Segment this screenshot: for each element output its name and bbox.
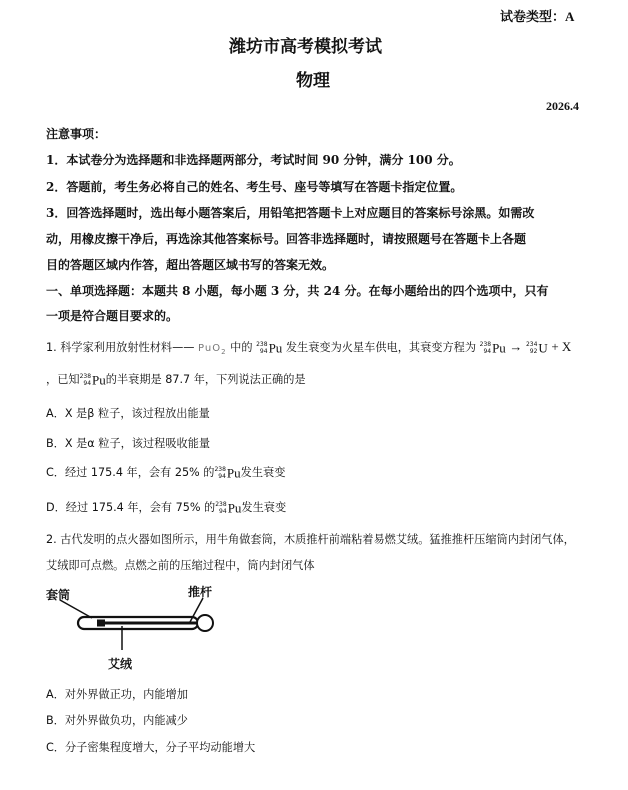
notes-item-1: 1．本试卷分为选择题和非选择题两部分，考试时间 90 分钟，满分 100 分。 — [46, 153, 461, 167]
q2-option-c: C．分子密集程度增大，分子平均动能增大 — [46, 741, 256, 754]
q1-option-a: A．X 是β 粒子，该过程放出能量 — [46, 407, 210, 420]
q2-stem-line-1: 2. 古代发明的点火器如图所示，用牛角做套筒，木质推杆前端粘着易燃艾绒。猛推推杆压缩筒内封闭气体， — [46, 533, 575, 546]
notes-heading: 注意事项： — [46, 127, 107, 141]
decay-arrow: → — [509, 339, 523, 354]
exam-date: 2026.4 — [546, 99, 579, 113]
paper-type: 试卷类型：A — [500, 9, 575, 24]
q1-option-b: B．X 是α 粒子，该过程吸收能量 — [46, 437, 211, 450]
q1-option-c: C．经过 175.4 年，会有 25% 的 238 94 Pu发生衰变 — [46, 465, 286, 481]
q1-compound-sub: 2 — [221, 348, 227, 356]
q1-stem-e: 的半衰期是 87.7 年，下列说法正确的是 — [105, 373, 306, 386]
q1-stem-a: 1. 科学家利用放射性材料—— — [46, 341, 195, 354]
label-rod: 推杆 — [188, 585, 213, 599]
q1-stem-line-2 — [46, 369, 306, 391]
tinder-tip — [97, 620, 105, 627]
pu-238-isotope-equation: 238 94 Pu — [479, 340, 506, 356]
q1-stem-d: ，已知 — [46, 373, 80, 386]
notes-item-3-line-1: 3．回答选择题时，选出每小题答案后，用铅笔把答题卡上对应题目的答案标号涂黑。如需改 — [46, 206, 535, 220]
exam-title: 潍坊市高考模拟考试 — [229, 37, 382, 57]
q1-stem-b: 中的 — [230, 341, 253, 354]
label-sleeve: 套筒 — [46, 588, 71, 602]
pu-238-isotope-halflife: 238 94 Pu — [79, 372, 106, 388]
fire-piston-figure — [40, 580, 240, 675]
section-1-line-2: 一项是符合题目要求的。 — [46, 309, 179, 323]
label-tinder: 艾绒 — [108, 657, 133, 671]
pu-238-isotope: 238 94 Pu — [256, 340, 283, 356]
subject-title: 物理 — [296, 71, 330, 91]
section-1-line-1: 一、单项选择题：本题共 8 小题，每小题 3 分，共 24 分。在每小题给出的四个选项中，只有 — [46, 284, 549, 298]
q1-stem-c: 发生衰变为火星车供电，其衰变方程为 — [285, 341, 477, 354]
q1-option-d: D．经过 175.4 年，会有 75% 的 238 94 Pu发生衰变 — [46, 500, 287, 516]
pu-238-isotope-c: 238 94 Pu — [214, 465, 241, 481]
pu-238-isotope-d: 238 94 Pu — [215, 500, 242, 516]
q1-stem-line-1 — [46, 336, 571, 363]
rod-handle — [197, 615, 213, 631]
q2-option-a: A．对外界做正功，内能增加 — [46, 688, 188, 701]
q2-stem-line-2: 艾绒即可点燃。点燃之前的压缩过程中，筒内封闭气体 — [46, 559, 315, 572]
q1-compound-formula: PuO — [198, 343, 222, 354]
notes-item-3-line-3: 目的答题区域内作答，超出答题区域书写的答案无效。 — [46, 258, 335, 272]
q2-option-b: B．对外界做负功，内能减少 — [46, 714, 188, 727]
q1-compound — [198, 343, 227, 354]
plus-x: + X — [551, 339, 572, 354]
u-234-isotope: 234 92 U — [525, 340, 548, 356]
notes-item-2: 2．答题前，考生务必将自己的姓名、考生号、座号等填写在答题卡指定位置。 — [46, 180, 463, 194]
notes-item-3-line-2: 动，用橡皮擦干净后，再选涂其他答案标号。回答非选择题时，请按照题号在答题卡上各题 — [46, 232, 527, 246]
